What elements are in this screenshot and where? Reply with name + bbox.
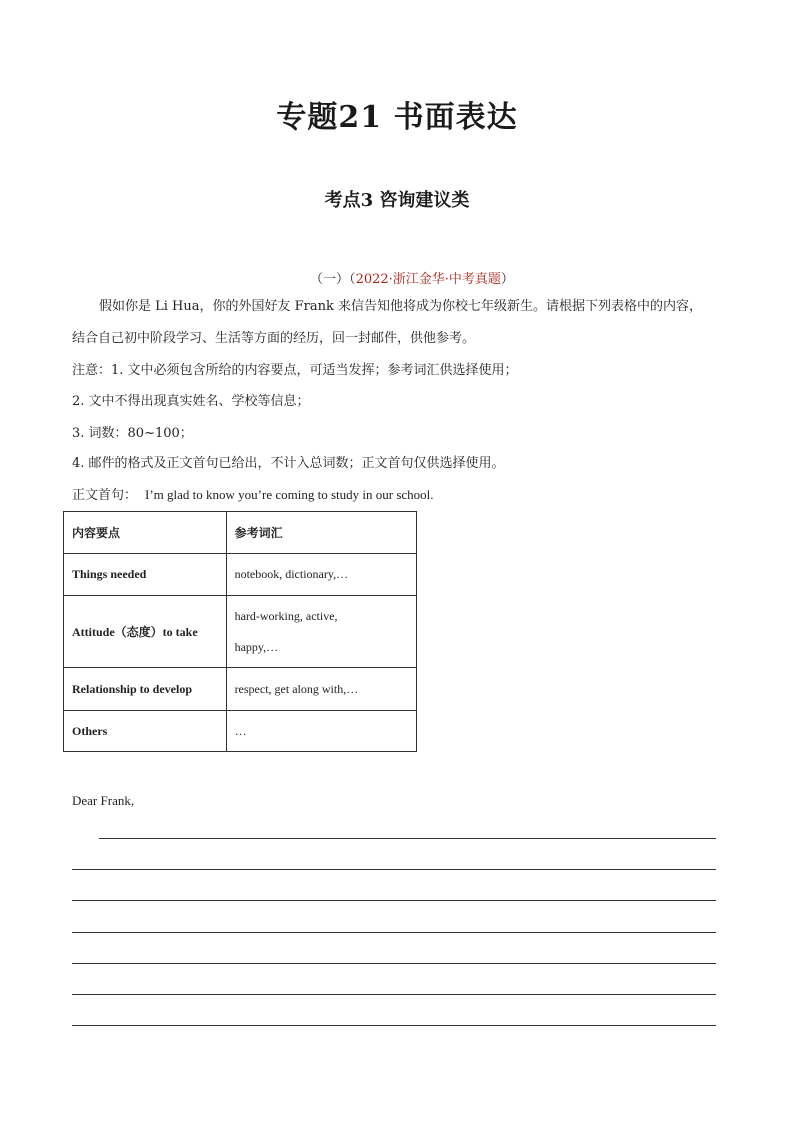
section-title: 考点3 咨询建议类: [324, 190, 470, 211]
writing-line[interactable]: [72, 963, 716, 964]
table-header-cell: 参考词汇: [226, 512, 416, 554]
words-line: happy,…: [234, 639, 279, 654]
table-row: [64, 668, 417, 711]
source-label: 2022·浙江金华·中考真题: [355, 272, 501, 287]
point-cell: Others: [64, 711, 227, 752]
note-2: 2. 文中不得出现真实姓名、学校等信息；: [72, 394, 310, 409]
point-cell: Things needed: [64, 554, 227, 596]
words-cell: …: [226, 711, 416, 752]
table-row: [64, 554, 417, 596]
intro-line-1: 假如你是 Li Hua，你的外国好友 Frank 来信告知他将成为你校七年级新生。请根据下列表格中的内容，: [99, 299, 703, 314]
writing-line[interactable]: [72, 869, 716, 870]
note-3: 3. 词数：80~100；: [72, 426, 193, 441]
writing-line[interactable]: [72, 900, 716, 901]
words-cell: notebook, dictionary,…: [226, 554, 416, 596]
question-source: [0, 268, 794, 287]
first-sentence-text: I’m glad to know you’re coming to study in our school.: [145, 487, 434, 502]
words-line: hard-working, active,: [234, 608, 338, 623]
table-header-cell: 内容要点: [64, 512, 227, 554]
table-row: [64, 711, 417, 752]
page-title: 专题21 书面表达: [276, 100, 518, 135]
table-row: [64, 596, 417, 668]
writing-line[interactable]: [72, 994, 716, 995]
writing-line[interactable]: [72, 932, 716, 933]
question-number: （一）（: [310, 272, 356, 287]
point-cell: Attitude（态度）to take: [64, 596, 227, 668]
words-cell: respect, get along with,…: [226, 668, 416, 711]
first-sentence: [72, 486, 732, 505]
writing-line[interactable]: [99, 838, 716, 839]
table-header-row: [64, 512, 417, 554]
note-1: 注意：1. 文中必须包含所给的内容要点，可适当发挥；参考词汇供选择使用；: [72, 363, 518, 378]
first-sentence-label: 正文首句：: [72, 488, 138, 503]
words-cell: [226, 596, 416, 668]
content-table: [63, 511, 417, 752]
intro-line-2: 结合自己初中阶段学习、生活等方面的经历，回一封邮件，供他参考。: [72, 331, 476, 346]
writing-line[interactable]: [72, 1025, 716, 1026]
source-close: ）: [500, 272, 514, 287]
letter-salutation: Dear Frank,: [72, 793, 135, 808]
point-cell: Relationship to develop: [64, 668, 227, 711]
note-4: 4. 邮件的格式及正文首句已给出，不计入总词数；正文首句仅供选择使用。: [72, 456, 505, 471]
